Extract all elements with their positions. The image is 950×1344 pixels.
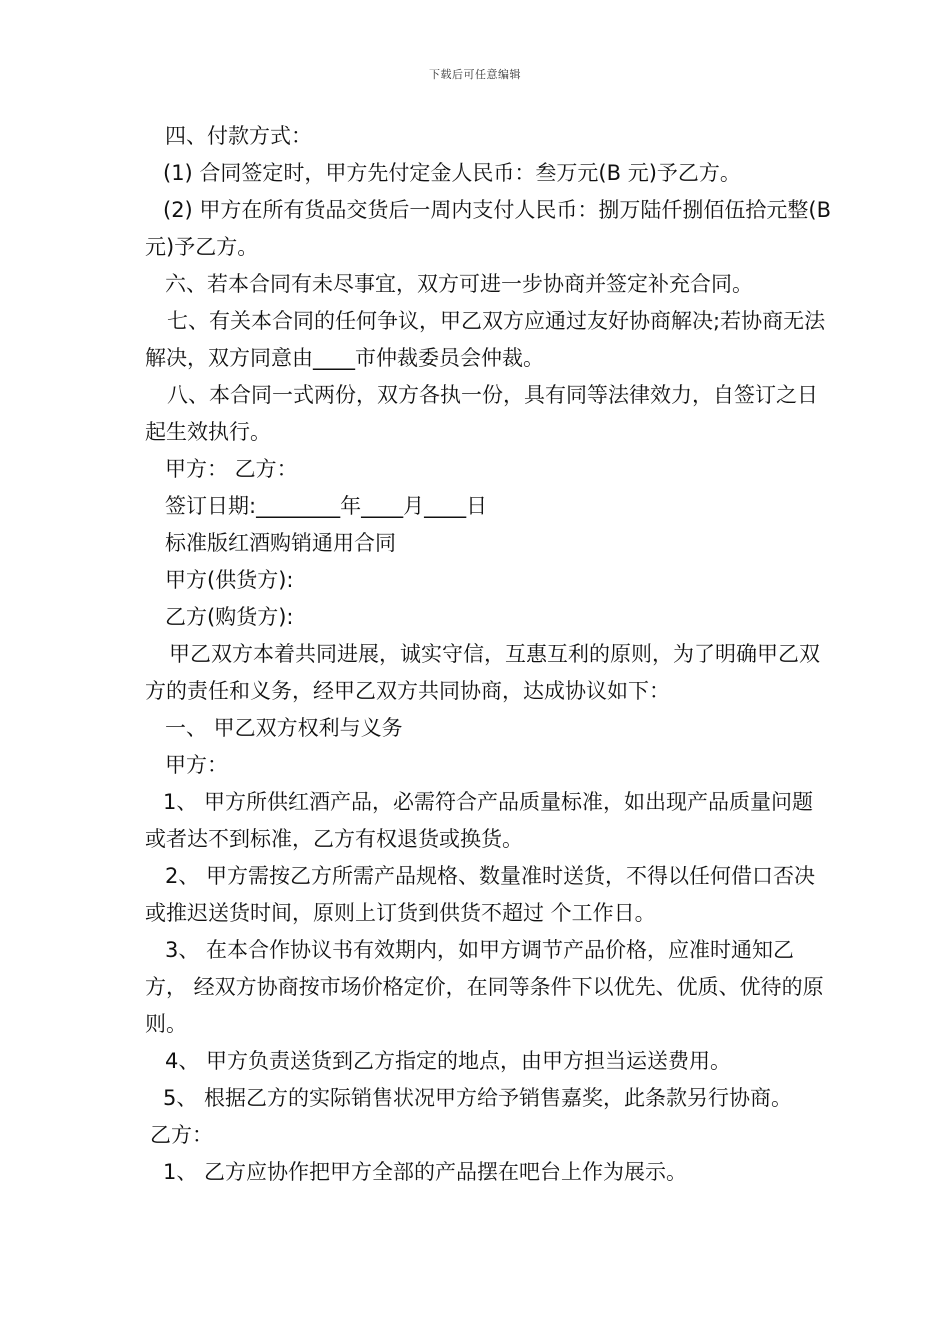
party-a-item-1: 1、 甲方所供红酒产品，必需符合产品质量标准，如出现产品质量问题 或者达不到标准，乙方有权退货或换货。 — [145, 790, 820, 851]
party-a-supplier: 甲方(供货方): — [165, 568, 294, 592]
rights-obligations-heading: 一、 甲乙双方权利与义务 — [165, 716, 403, 740]
payment-clause-1: (1) 合同签定时，甲方先付定金人民币：叁万元(B 元)予乙方。 — [163, 161, 741, 185]
signing-date-line: 签订日期:________年____月____日 — [165, 494, 488, 518]
contract-title: 标准版红酒购销通用合同 — [165, 531, 396, 555]
document-body — [145, 118, 838, 1191]
section-eight: 八、本合同一式两份，双方各执一份，具有同等法律效力，自签订之日起生效执行。 — [145, 383, 818, 444]
payment-clause-2: (2) 甲方在所有货品交货后一周内支付人民币：捌万陆仟捌佰伍拾元整(B 元)予乙方。 — [145, 198, 838, 259]
party-a-heading: 甲方： — [165, 753, 228, 777]
party-a-item-5: 5、 根据乙方的实际销售状况甲方给予销售嘉奖，此条款另行协商。 — [163, 1086, 793, 1110]
section-four-heading: 四、付款方式： — [165, 124, 312, 148]
agreement-preamble: 甲乙双方本着共同进展，诚实守信，互惠互利的原则，为了明确甲乙双方的责任和义务，经甲乙双方共同协商，达成协议如下： — [145, 642, 820, 703]
party-b-heading: 乙方： — [150, 1123, 213, 1147]
party-a-item-3: 3、 在本合作协议书有效期内，如甲方调节产品价格，应准时通知乙方， 经双方协商按市场价格定价，在同等条件下以优先、优质、优待的原则。 — [145, 938, 824, 1036]
party-a-item-2: 2、 甲方需按乙方所需产品规格、数量准时送货，不得以任何借口否决 或推迟送货时间，原则上订货到供货不超过 个工作日。 — [145, 864, 822, 925]
page-header-note: 下载后可任意编辑 — [429, 68, 521, 81]
party-b-item-1: 1、 乙方应协作把甲方全部的产品摆在吧台上作为展示。 — [163, 1160, 688, 1184]
signature-parties: 甲方： 乙方： — [165, 457, 298, 481]
party-a-item-4: 4、 甲方负责送货到乙方指定的地点，由甲方担当运送费用。 — [165, 1049, 732, 1073]
party-b-buyer: 乙方(购货方): — [165, 605, 294, 629]
section-six: 六、若本合同有未尽事宜，双方可进一步协商并签定补充合同。 — [165, 272, 753, 296]
section-seven: 七、有关本合同的任何争议，甲乙双方应通过友好协商解决;若协商无法解决，双方同意由____市仲裁委员会仲裁。 — [145, 309, 826, 370]
